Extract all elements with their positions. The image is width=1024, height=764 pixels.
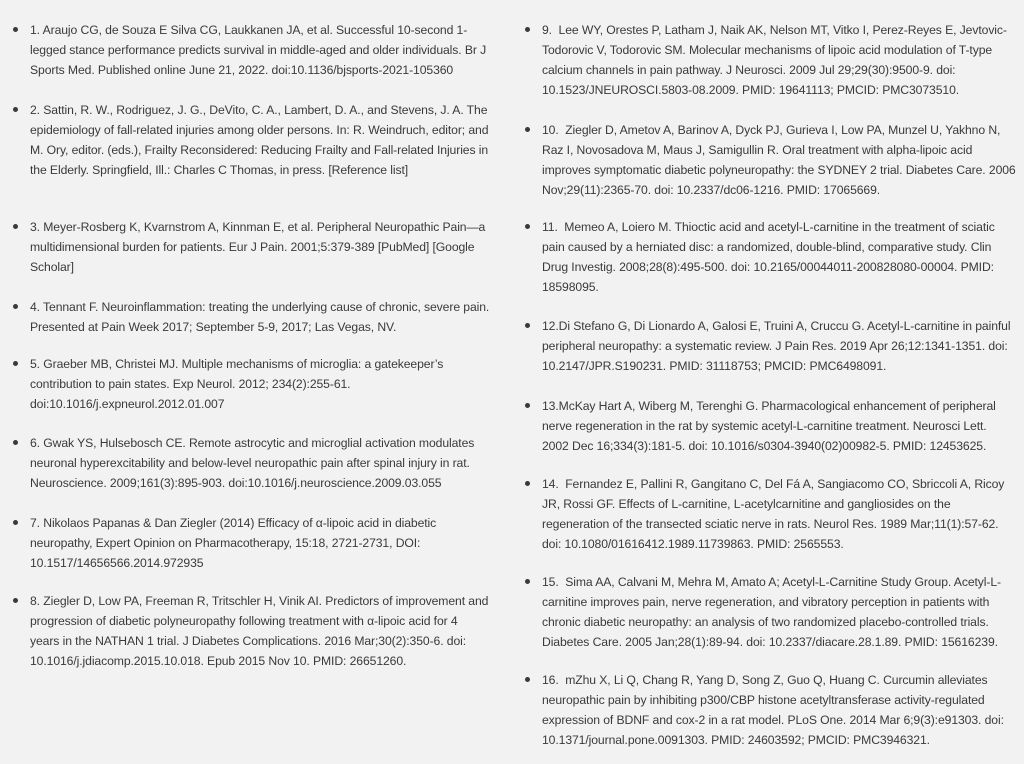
reference-item-14: 14. Fernandez E, Pallini R, Gangitano C, Del Fá A, Sangiacomo CO, Sbriccoli A, Ricoy JR, Rossi GF. Effects of L-carnitine, L-acetylcarnitine and gangliosides on the regeneration of the transected sciatic nerve in rats. Neurol Res. 1989 Mar;11(1):57-62. doi: 10.1080/01616412.1989.11739863. PMID: 2565553.: [542, 474, 1016, 554]
reference-item-10: 10. Ziegler D, Ametov A, Barinov A, Dyck PJ, Gurieva I, Low PA, Munzel U, Yakhno N, Raz I, Novosadova M, Maus J, Samigullin R. Oral treatment with alpha-lipoic acid improves symptomatic diabetic polyneuropathy: the SYDNEY 2 trial. Diabetes Care. 2006 Nov;29(11):2365-70. doi: 10.2337/dc06-1216. PMID: 17065669.: [542, 120, 1016, 200]
reference-item-5: 5. Graeber MB, Christei MJ. Multiple mechanisms of microglia: a gatekeeper’s contribution to pain states. Exp Neurol. 2012; 234(2):255-61. doi:10.1016/j.expneurol.2012.01.007: [30, 354, 490, 414]
reference-item-11: 11. Memeo A, Loiero M. Thioctic acid and acetyl-L-carnitine in the treatment of sciatic pain caused by a herniated disc: a randomized, double-blind, comparative study. Clin Drug Investig. 2008;28(8):495-500. doi: 10.2165/00044011-200828080-00004. PMID: 18598095.: [542, 217, 1016, 297]
reference-item-16: 16. mZhu X, Li Q, Chang R, Yang D, Song Z, Guo Q, Huang C. Curcumin alleviates neuropathic pain by inhibiting p300/CBP histone acetyltransferase activity-regulated expression of BDNF and cox-2 in a rat model. PLoS One. 2014 Mar 6;9(3):e91303. doi: 10.1371/journal.pone.0091303. PMID: 24603592; PMCID: PMC3946321.: [542, 670, 1016, 750]
reference-item-12: 12.Di Stefano G, Di Lionardo A, Galosi E, Truini A, Cruccu G. Acetyl-L-carnitine in painful peripheral neuropathy: a systematic review. J Pain Res. 2019 Apr 26;12:1341-1351. doi: 10.2147/JPR.S190231. PMID: 31118753; PMCID: PMC6498091.: [542, 316, 1016, 376]
reference-item-8: 8. Ziegler D, Low PA, Freeman R, Tritschler H, Vinik AI. Predictors of improvement and progression of diabetic polyneuropathy following treatment with α-lipoic acid for 4 years in the NATHAN 1 trial. J Diabetes Complications. 2016 Mar;30(2):350-6. doi: 10.1016/j.jdiacomp.2015.10.018. Epub 2015 Nov 10. PMID: 26651260.: [30, 591, 490, 671]
reference-item-6: 6. Gwak YS, Hulsebosch CE. Remote astrocytic and microglial activation modulates neuronal hyperexcitability and below-level neuropathic pain after spinal injury in rat. Neuroscience. 2009;161(3):895-903. doi:10.1016/j.neuroscience.2009.03.055: [30, 433, 490, 493]
reference-item-15: 15. Sima AA, Calvani M, Mehra M, Amato A; Acetyl-L-Carnitine Study Group. Acetyl-L-carnitine improves pain, nerve regeneration, and vibratory perception in patients with chronic diabetic neuropathy: an analysis of two randomized placebo-controlled trials. Diabetes Care. 2005 Jan;28(1):89-94. doi: 10.2337/diacare.28.1.89. PMID: 15616239.: [542, 572, 1016, 652]
reference-item-13: 13.McKay Hart A, Wiberg M, Terenghi G. Pharmacological enhancement of peripheral nerve regeneration in the rat by systemic acetyl-L-carnitine treatment. Neurosci Lett. 2002 Dec 16;334(3):181-5. doi: 10.1016/s0304-3940(02)00982-5. PMID: 12453625.: [542, 396, 1016, 456]
reference-item-4: 4. Tennant F. Neuroinflammation: treating the underlying cause of chronic, severe pain. Presented at Pain Week 2017; September 5-9, 2017; Las Vegas, NV.: [30, 297, 490, 337]
reference-item-2: 2. Sattin, R. W., Rodriguez, J. G., DeVito, C. A., Lambert, D. A., and Stevens, J. A. The epidemiology of fall-related injuries among older persons. In: R. Weindruch, editor; and M. Ory, editor. (eds.), Frailty Reconsidered: Reducing Frailty and Fall-related Injuries in the Elderly. Springfield, Ill.: Charles C Thomas, in press. [Reference list]: [30, 100, 490, 180]
reference-item-3: 3. Meyer-Rosberg K, Kvarnstrom A, Kinnman E, et al. Peripheral Neuropathic Pain—a multidimensional burden for patients. Eur J Pain. 2001;5:379-389 [PubMed] [Google Scholar]: [30, 217, 490, 277]
reference-item-9: 9. Lee WY, Orestes P, Latham J, Naik AK, Nelson MT, Vitko I, Perez-Reyes E, Jevtovic-Todorovic V, Todorovic SM. Molecular mechanisms of lipoic acid modulation of T-type calcium channels in pain pathway. J Neurosci. 2009 Jul 29;29(30):9500-9. doi: 10.1523/JNEUROSCI.5803-08.2009. PMID: 19641113; PMCID: PMC3073510.: [542, 20, 1016, 100]
reference-item-1: 1. Araujo CG, de Souza E Silva CG, Laukkanen JA, et al. Successful 10-second 1-legged stance performance predicts survival in middle-aged and older individuals. Br J Sports Med. Published online June 21, 2022. doi:10.1136/bjsports-2021-105360: [30, 20, 490, 80]
reference-item-7: 7. Nikolaos Papanas & Dan Ziegler (2014) Efficacy of α-lipoic acid in diabetic neuropathy, Expert Opinion on Pharmacotherapy, 15:18, 2721-2731, DOI: 10.1517/14656566.2014.972935: [30, 513, 490, 573]
